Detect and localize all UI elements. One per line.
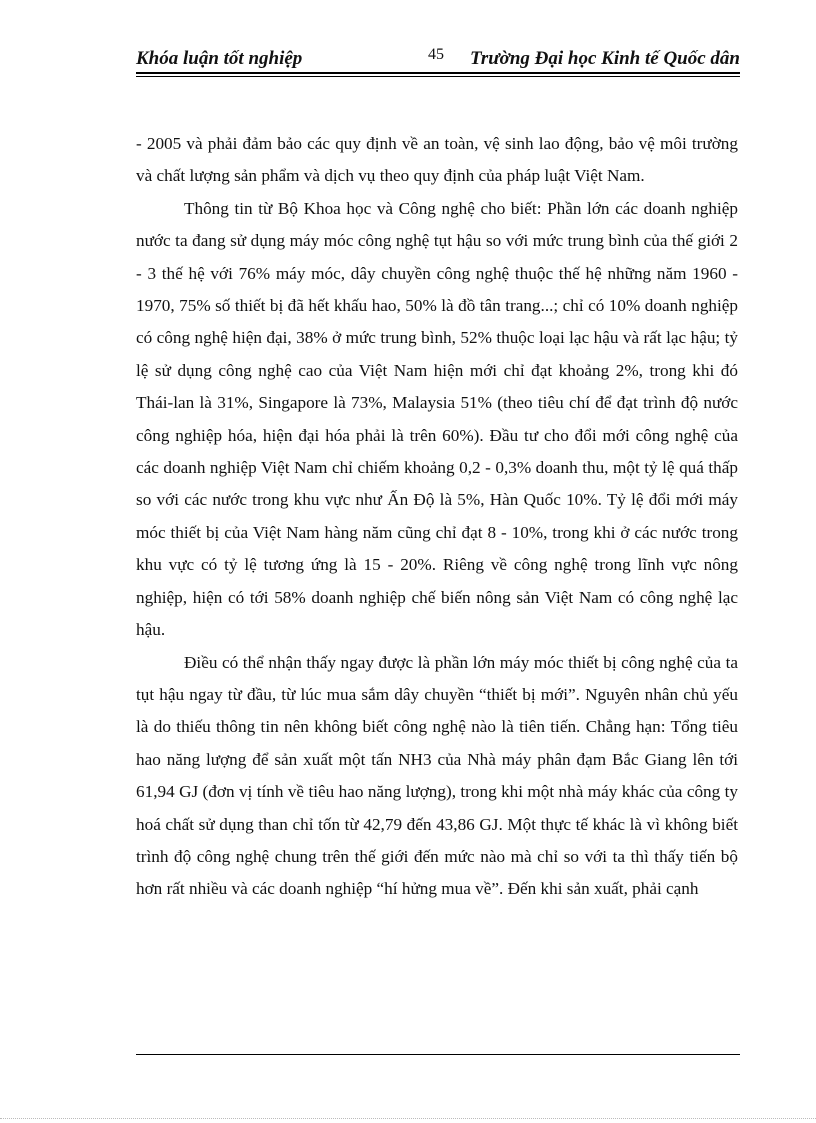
body-text bbox=[136, 128, 738, 906]
header-rule bbox=[136, 72, 740, 77]
header-university: Trường Đại học Kinh tế Quốc dân bbox=[469, 48, 740, 69]
paragraph-outdated-equipment: Điều có thể nhận thấy ngay được là phần lớn máy móc thiết bị công nghệ của ta tụt hậu ngay từ đầu, từ lúc mua sắm dây chuyền “thiết bị mới”. Nguyên nhân chủ yếu là do thiếu thông tin nên không biết công nghệ nào là tiên tiến. Chẳng hạn: Tổng tiêu hao năng lượng để sản xuất một tấn NH3 của Nhà máy phân đạm Bắc Giang lên tới 61,94 GJ (đơn vị tính về tiêu hao năng lượng), trong khi một nhà máy khác của công ty hoá chất sử dụng than chỉ tốn từ 42,79 đến 43,86 GJ. Một thực tế khác là vì không biết trình độ công nghệ chung trên thế giới đến mức nào mà chỉ so với ta thì thấy tiến bộ hơn rất nhiều và các doanh nghiệp “hí hửng mua về”. Đến khi sản xuất, phải cạnh bbox=[136, 652, 738, 899]
paragraph-continuation: - 2005 và phải đảm bảo các quy định về an toàn, vệ sinh lao động, bảo vệ môi trường và chất lượng sản phẩm và dịch vụ theo quy định của pháp luật Việt Nam. bbox=[136, 134, 738, 186]
paragraph-technology-stats: Thông tin từ Bộ Khoa học và Công nghệ cho biết: Phần lớn các doanh nghiệp nước ta đang sử dụng máy móc công nghệ tụt hậu so với mức trung bình của thế giới 2 - 3 thế hệ với 76% máy móc, dây chuyền công nghệ thuộc thế hệ những năm 1960 - 1970, 75% số thiết bị đã hết khấu hao, 50% là đồ tân trang...; chỉ có 10% doanh nghiệp có công nghệ hiện đại, 38% ở mức trung bình, 52% thuộc loại lạc hậu và rất lạc hậu; tỷ lệ sử dụng công nghệ cao của Việt Nam hiện mới chỉ đạt khoảng 2%, trong khi đó Thái-lan là 31%, Singapore là 73%, Malaysia 51% (theo tiêu chí để đạt trình độ nước công nghiệp hóa, hiện đại hóa phải là trên 60%). Đầu tư cho đổi mới công nghệ của các doanh nghiệp Việt Nam chỉ chiếm khoảng 0,2 - 0,3% doanh thu, một tỷ lệ quá thấp so với các nước trong khu vực như Ấn Độ là 5%, Hàn Quốc 10%. Tỷ lệ đổi mới máy móc thiết bị của Việt Nam hàng năm cũng chỉ đạt 8 - 10%, trong khi ở các nước trong khu vực có tỷ lệ tương ứng là 15 - 20%. Riêng về công nghệ trong lĩnh vực nông nghiệp, hiện có tới 58% doanh nghiệp chế biến nông sản Việt Nam có công nghệ lạc hậu. bbox=[136, 198, 738, 640]
page-edge bbox=[0, 1118, 816, 1119]
page-number: 45 bbox=[428, 46, 444, 63]
footer-rule bbox=[136, 1054, 740, 1055]
page-header bbox=[136, 44, 740, 72]
header-thesis-title: Khóa luận tốt nghiệp bbox=[136, 48, 303, 69]
